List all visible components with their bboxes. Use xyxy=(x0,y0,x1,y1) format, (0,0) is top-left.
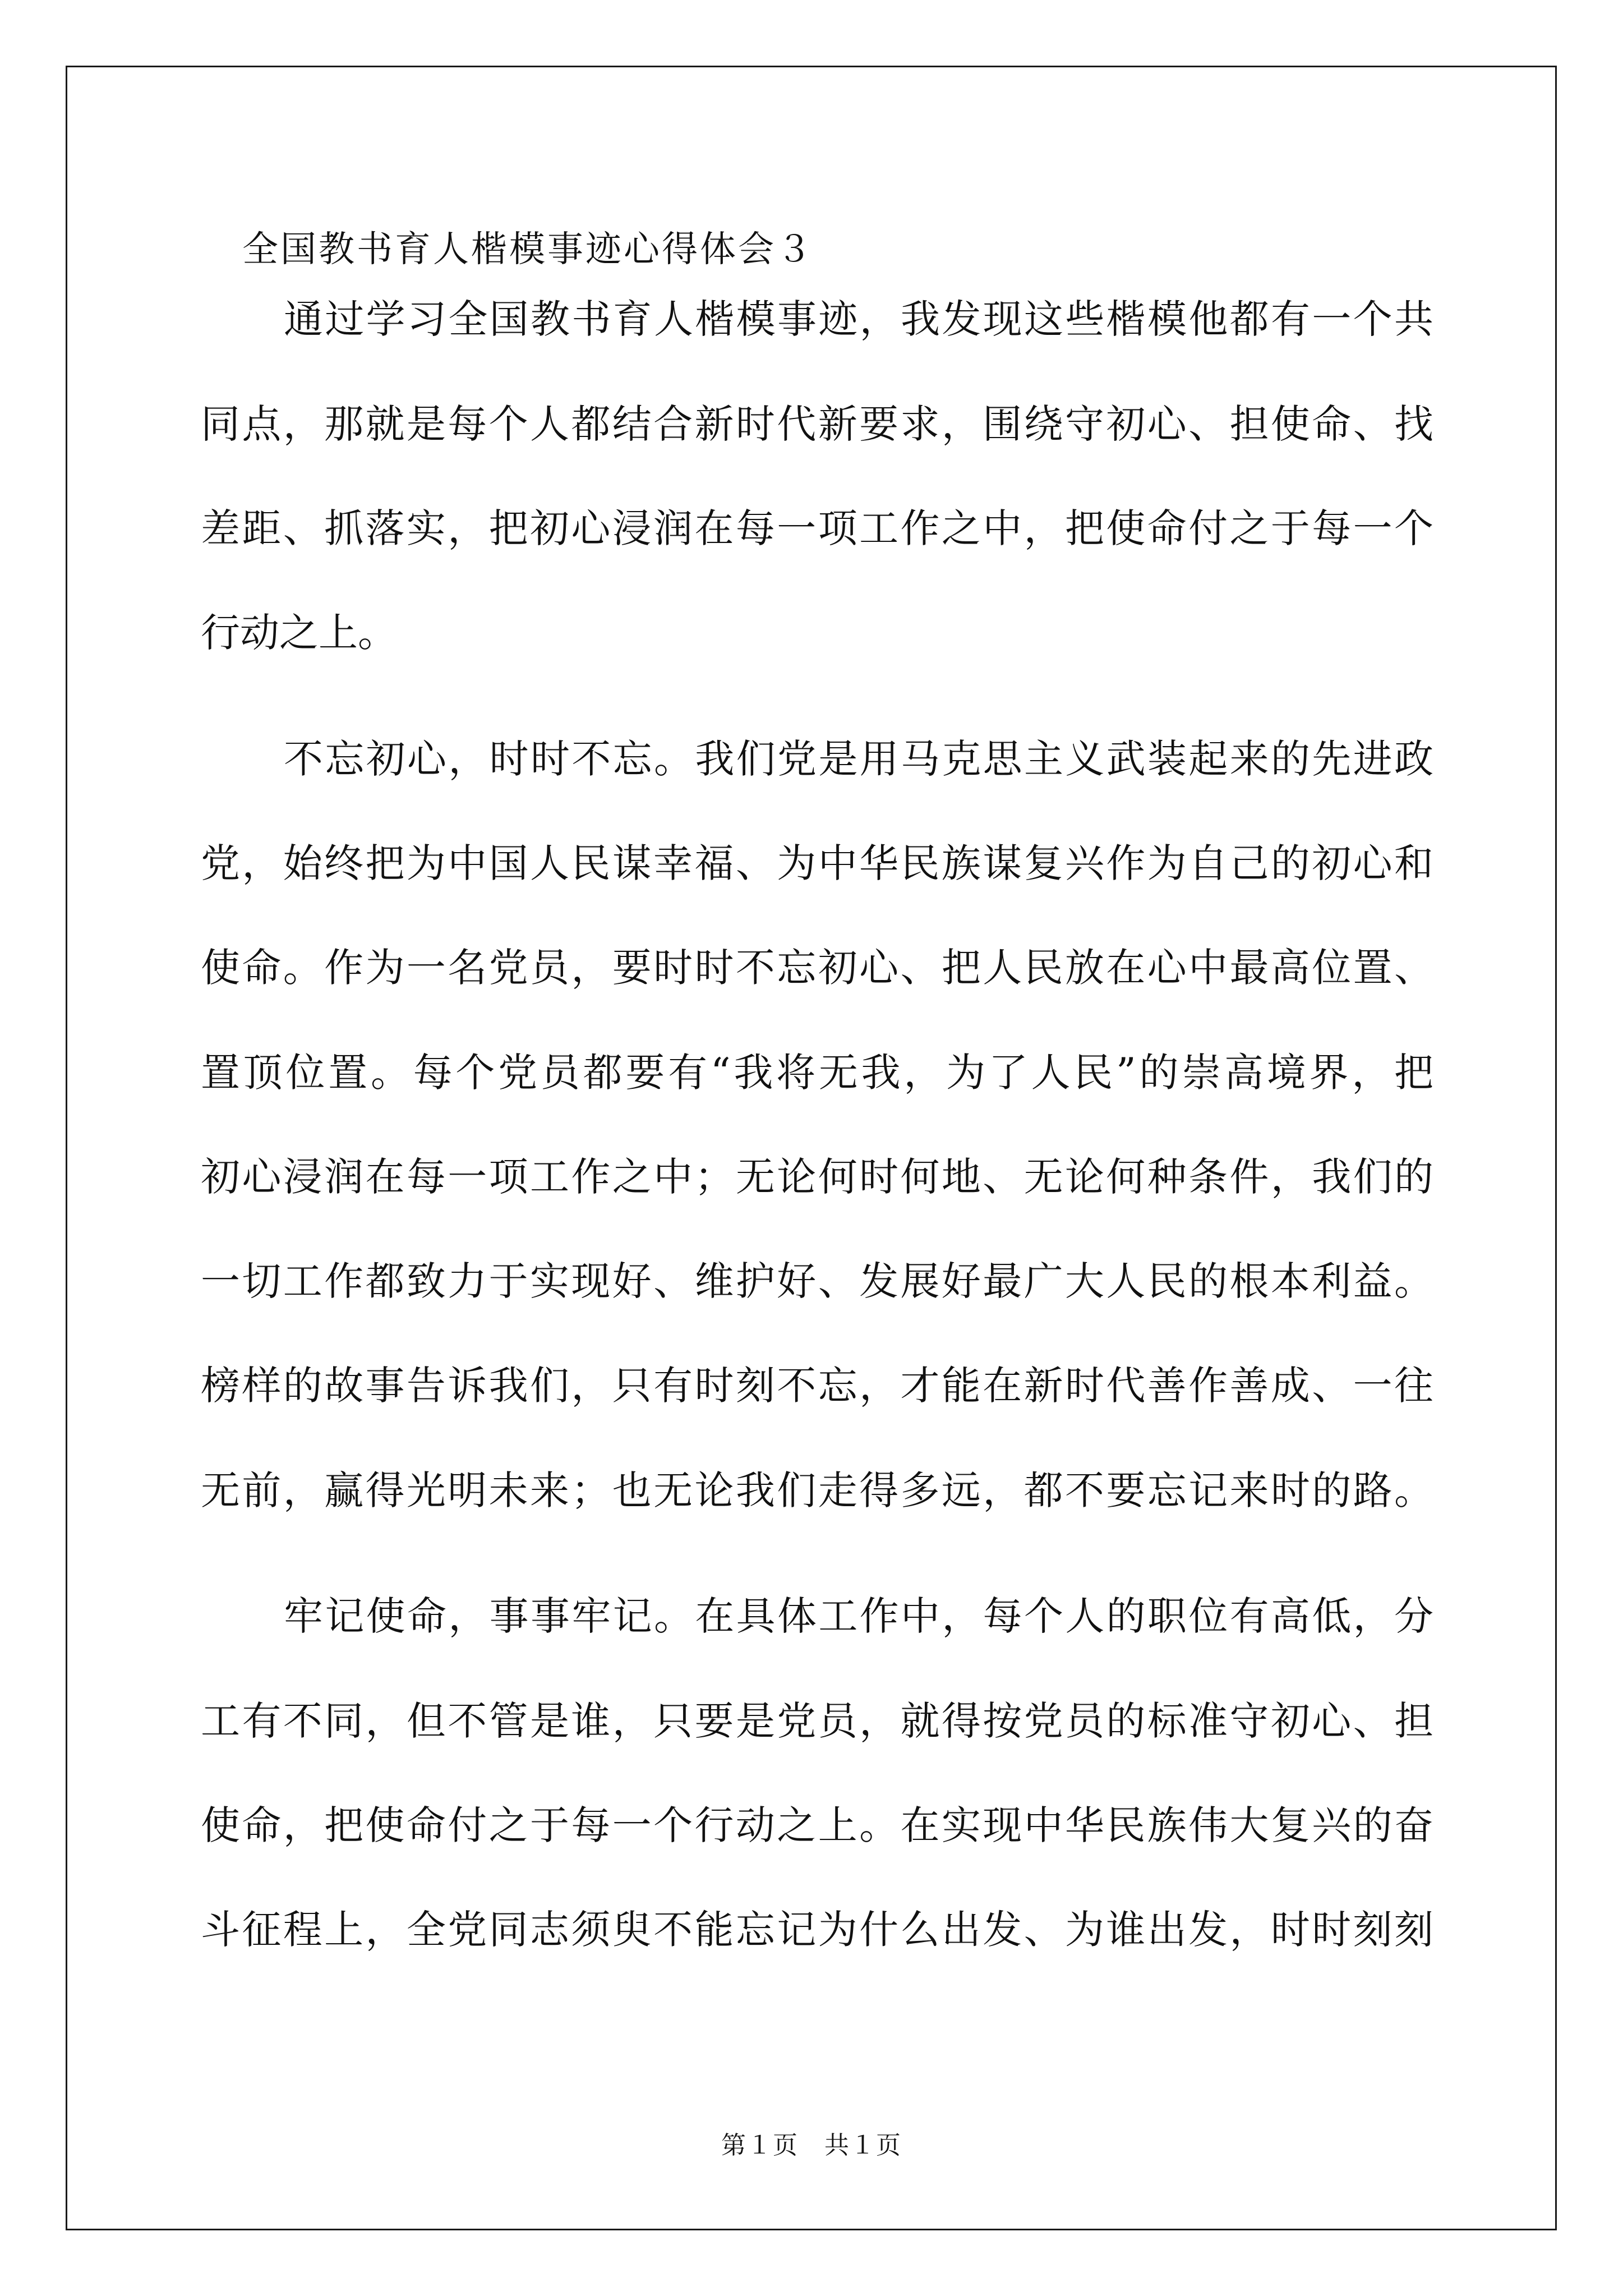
paragraph-1-line-3: 差距、抓落实，把初心浸润在每一项工作之中，把使命付之于每一个 xyxy=(201,505,1433,551)
paragraph-1-line-1: 通过学习全国教书育人楷模事迹，我发现这些楷模他都有一个共 xyxy=(284,296,1433,342)
paragraph-2-line-7: 榜样的故事告诉我们，只有时刻不忘，才能在新时代善作善成、一往 xyxy=(201,1363,1433,1409)
paragraph-2-line-2: 党，始终把为中国人民谋幸福、为中华民族谋复兴作为自己的初心和 xyxy=(201,840,1433,886)
page-number-footer: 第１页 共１页 xyxy=(721,2131,902,2160)
paragraph-3-line-4: 斗征程上，全党同志须臾不能忘记为什么出发、为谁出发，时时刻刻 xyxy=(201,1907,1433,1953)
document-title: 全国教书育人楷模事迹心得体会３ xyxy=(242,229,814,270)
paragraph-1-line-4: 行动之上。 xyxy=(201,610,397,656)
paragraph-3-line-1: 牢记使命，事事牢记。在具体工作中，每个人的职位有高低，分 xyxy=(284,1593,1433,1639)
paragraph-3-line-2: 工有不同，但不管是谁，只要是党员，就得按党员的标准守初心、担 xyxy=(201,1698,1433,1744)
paragraph-2-line-1: 不忘初心，时时不忘。我们党是用马克思主义武装起来的先进政 xyxy=(284,736,1433,782)
paragraph-2-line-5: 初心浸润在每一项工作之中；无论何时何地、无论何种条件，我们的 xyxy=(201,1154,1433,1200)
paragraph-2-line-8: 无前，赢得光明未来；也无论我们走得多远，都不要忘记来时的路。 xyxy=(201,1467,1433,1513)
paragraph-3-line-3: 使命，把使命付之于每一个行动之上。在实现中华民族伟大复兴的奋 xyxy=(201,1802,1433,1848)
paragraph-2-line-3: 使命。作为一名党员，要时时不忘初心、把人民放在心中最高位置、 xyxy=(201,945,1433,991)
paragraph-2-line-6: 一切工作都致力于实现好、维护好、发展好最广大人民的根本利益。 xyxy=(201,1258,1433,1304)
paragraph-1-line-2: 同点，那就是每个人都结合新时代新要求，围绕守初心、担使命、找 xyxy=(201,401,1433,447)
paragraph-2-line-4: 置顶位置。每个党员都要有“我将无我，为了人民”的崇高境界，把 xyxy=(201,1050,1433,1096)
